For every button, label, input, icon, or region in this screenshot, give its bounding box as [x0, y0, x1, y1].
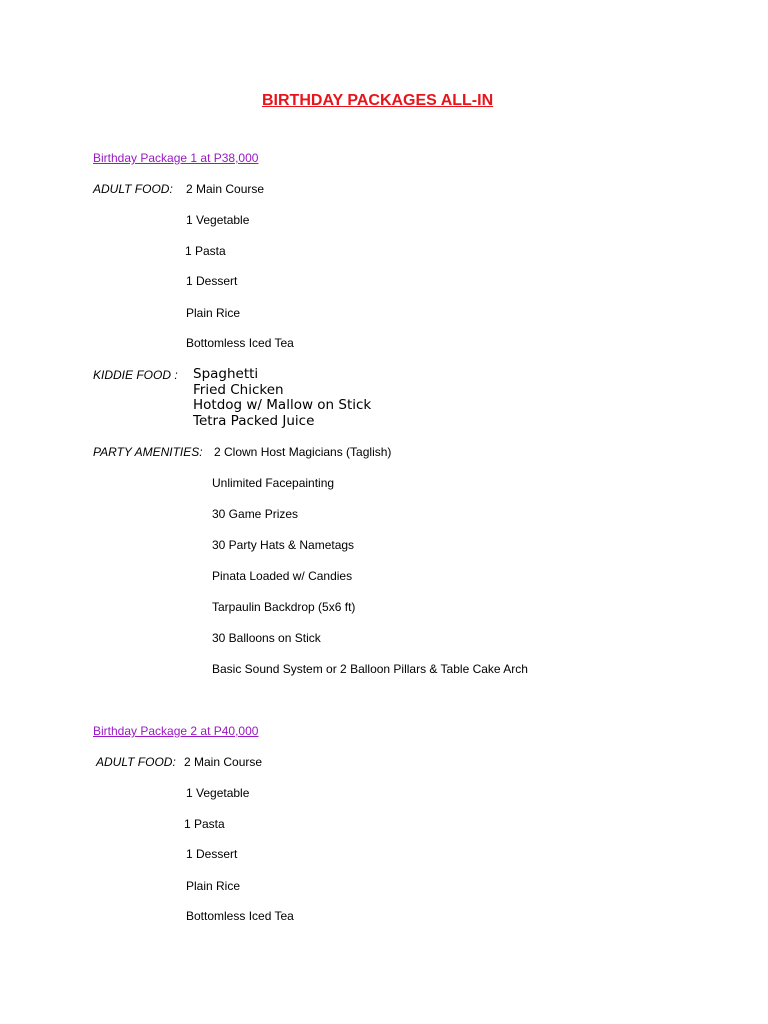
package-1-party-amenity-item: 2 Clown Host Magicians (Taglish) — [214, 445, 392, 459]
package-2-adult-food-item: Bottomless Iced Tea — [186, 909, 294, 923]
package-1-adult-food-label: ADULT FOOD: — [93, 182, 173, 196]
package-1-party-amenity-item: 30 Game Prizes — [212, 507, 299, 521]
package-2-adult-food-item: Plain Rice — [186, 879, 241, 893]
package-1-adult-food-item: Bottomless Iced Tea — [186, 336, 294, 350]
package-2-adult-food-item: 1 Vegetable — [186, 786, 250, 800]
package-1-adult-food-item: 1 Vegetable — [186, 213, 250, 227]
document-title: BIRTHDAY PACKAGES ALL-IN — [262, 92, 494, 109]
package-1-heading: Birthday Package 1 at P38,000 — [93, 151, 259, 165]
package-1-adult-food-item: 2 Main Course — [186, 182, 265, 196]
package-1-kiddie-food-item: Hotdog w/ Mallow on Stick — [193, 397, 372, 413]
package-2-adult-food-label: ADULT FOOD: — [96, 755, 176, 769]
package-2-heading: Birthday Package 2 at P40,000 — [93, 724, 259, 738]
package-1-party-amenity-item: 30 Balloons on Stick — [212, 631, 321, 645]
package-1-party-amenity-item: 30 Party Hats & Nametags — [212, 538, 355, 552]
package-1-kiddie-food-item: Fried Chicken — [193, 382, 284, 398]
package-1-party-amenity-item: Tarpaulin Backdrop (5x6 ft) — [212, 600, 356, 614]
package-2-adult-food-item: 1 Pasta — [184, 817, 225, 831]
package-1-kiddie-food-label: KIDDIE FOOD : — [93, 368, 178, 382]
package-1-party-amenity-item: Unlimited Facepainting — [212, 476, 335, 490]
package-1-adult-food-item: Plain Rice — [186, 306, 241, 320]
package-1-party-amenity-item: Pinata Loaded w/ Candies — [212, 569, 353, 583]
package-2-adult-food-item: 2 Main Course — [184, 755, 263, 769]
package-1-kiddie-food-item: Spaghetti — [193, 366, 259, 382]
package-1-party-amenity-item: Basic Sound System or 2 Balloon Pillars & Table Cake Arch — [212, 662, 528, 676]
package-2-adult-food-item: 1 Dessert — [186, 847, 238, 861]
package-1-party-amenities-label: PARTY AMENITIES: — [93, 445, 203, 459]
package-1-kiddie-food-item: Tetra Packed Juice — [193, 413, 315, 429]
package-1-adult-food-item: 1 Dessert — [186, 274, 238, 288]
package-1-adult-food-item: 1 Pasta — [185, 244, 226, 258]
